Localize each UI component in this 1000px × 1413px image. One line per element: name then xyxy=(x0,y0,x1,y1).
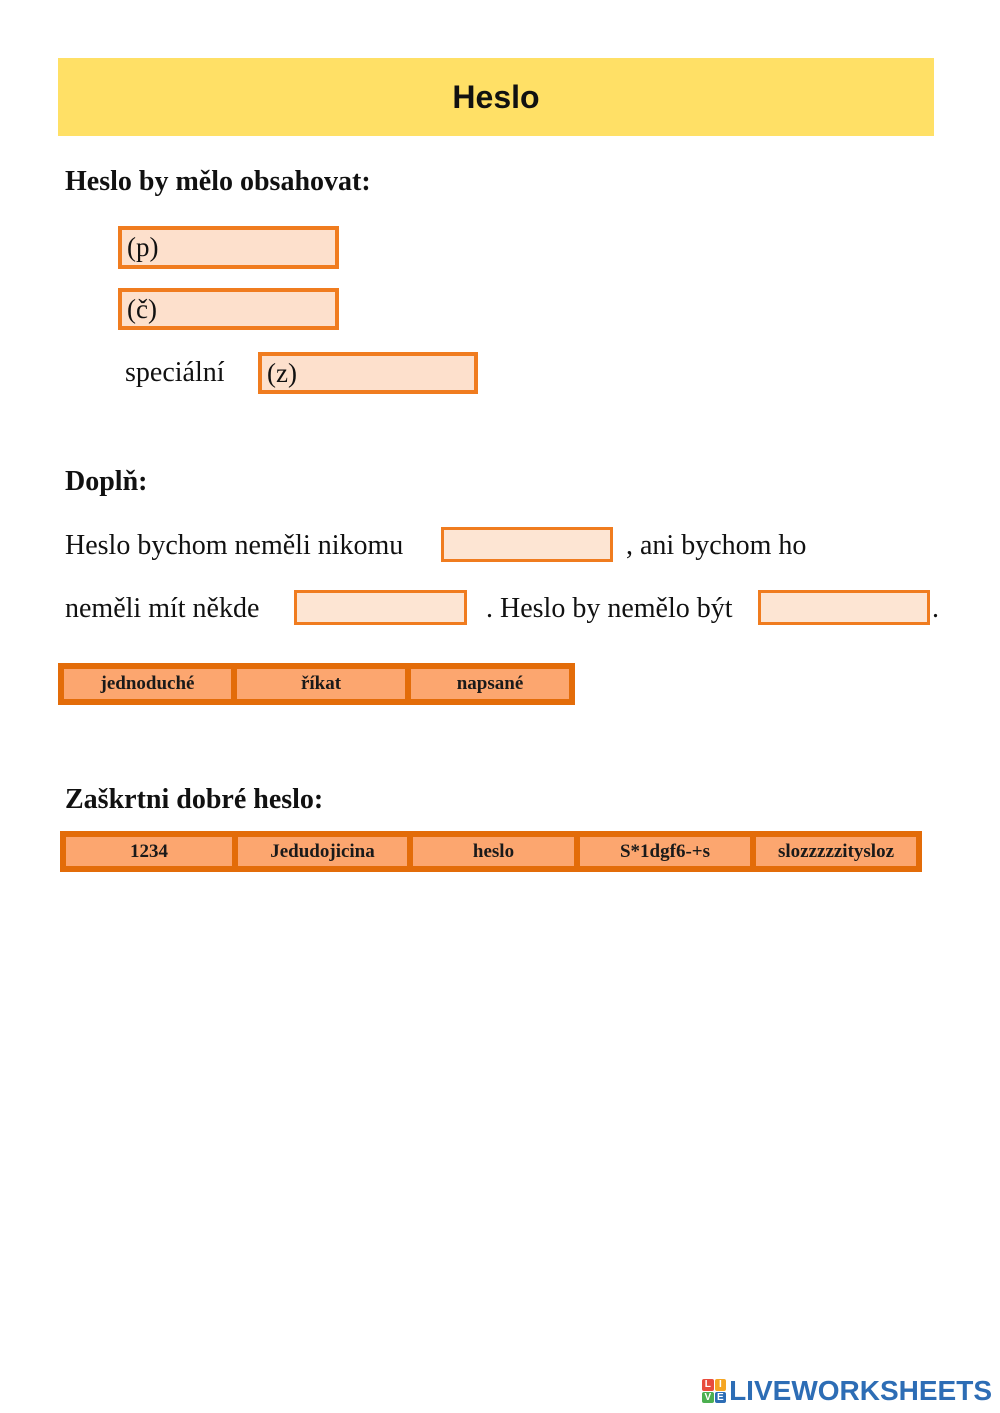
logo-mark-icon xyxy=(702,1379,726,1403)
word-chip-jednoduche[interactable]: jednoduché xyxy=(61,666,234,702)
liveworksheets-logo xyxy=(702,1375,992,1407)
logo-text: LIVEWORKSHEETS xyxy=(729,1375,992,1406)
sentence-line2-period: . xyxy=(932,593,939,624)
section2-heading: Doplň: xyxy=(65,466,148,497)
word-chip-napsane[interactable]: napsané xyxy=(408,666,572,702)
word-options-row xyxy=(58,663,575,705)
answer-box-hint: (č) xyxy=(127,293,157,324)
section3-heading: Zaškrtni dobré heslo: xyxy=(65,784,324,815)
word-chip-rikat[interactable]: říkat xyxy=(234,666,408,702)
title-banner xyxy=(58,58,934,136)
answer-box-c[interactable] xyxy=(118,288,339,330)
logo-mark-letter: E xyxy=(715,1392,727,1404)
sentence-line1-start: Heslo bychom neměli nikomu xyxy=(65,530,404,561)
sentence-line1-end: , ani bychom ho xyxy=(626,530,807,561)
logo-mark-letter: V xyxy=(702,1392,714,1404)
blank-input-2[interactable] xyxy=(294,590,467,625)
password-options-row xyxy=(60,831,922,872)
answer-box-p[interactable] xyxy=(118,226,339,269)
special-label: speciální xyxy=(125,357,225,388)
password-chip-strong[interactable]: S*1dgf6-+s xyxy=(577,834,753,869)
logo-mark-letter: L xyxy=(702,1379,714,1391)
page-title: Heslo xyxy=(452,78,540,115)
sentence-line2-start: neměli mít někde xyxy=(65,593,260,624)
sentence-line2-middle: . Heslo by nemělo být xyxy=(486,593,733,624)
blank-input-3[interactable] xyxy=(758,590,930,625)
section1-heading: Heslo by mělo obsahovat: xyxy=(65,166,371,197)
password-chip-1234[interactable]: 1234 xyxy=(63,834,235,869)
blank-input-1[interactable] xyxy=(441,527,613,562)
answer-box-hint: (p) xyxy=(127,232,159,262)
answer-box-hint: (z) xyxy=(267,357,297,388)
answer-box-z[interactable] xyxy=(258,352,478,394)
password-chip-heslo[interactable]: heslo xyxy=(410,834,577,869)
password-chip-jedudojicina[interactable]: Jedudojicina xyxy=(235,834,410,869)
password-chip-slozzzzzitysloz[interactable]: slozzzzzitysloz xyxy=(753,834,919,869)
logo-mark-letter: I xyxy=(715,1379,727,1391)
